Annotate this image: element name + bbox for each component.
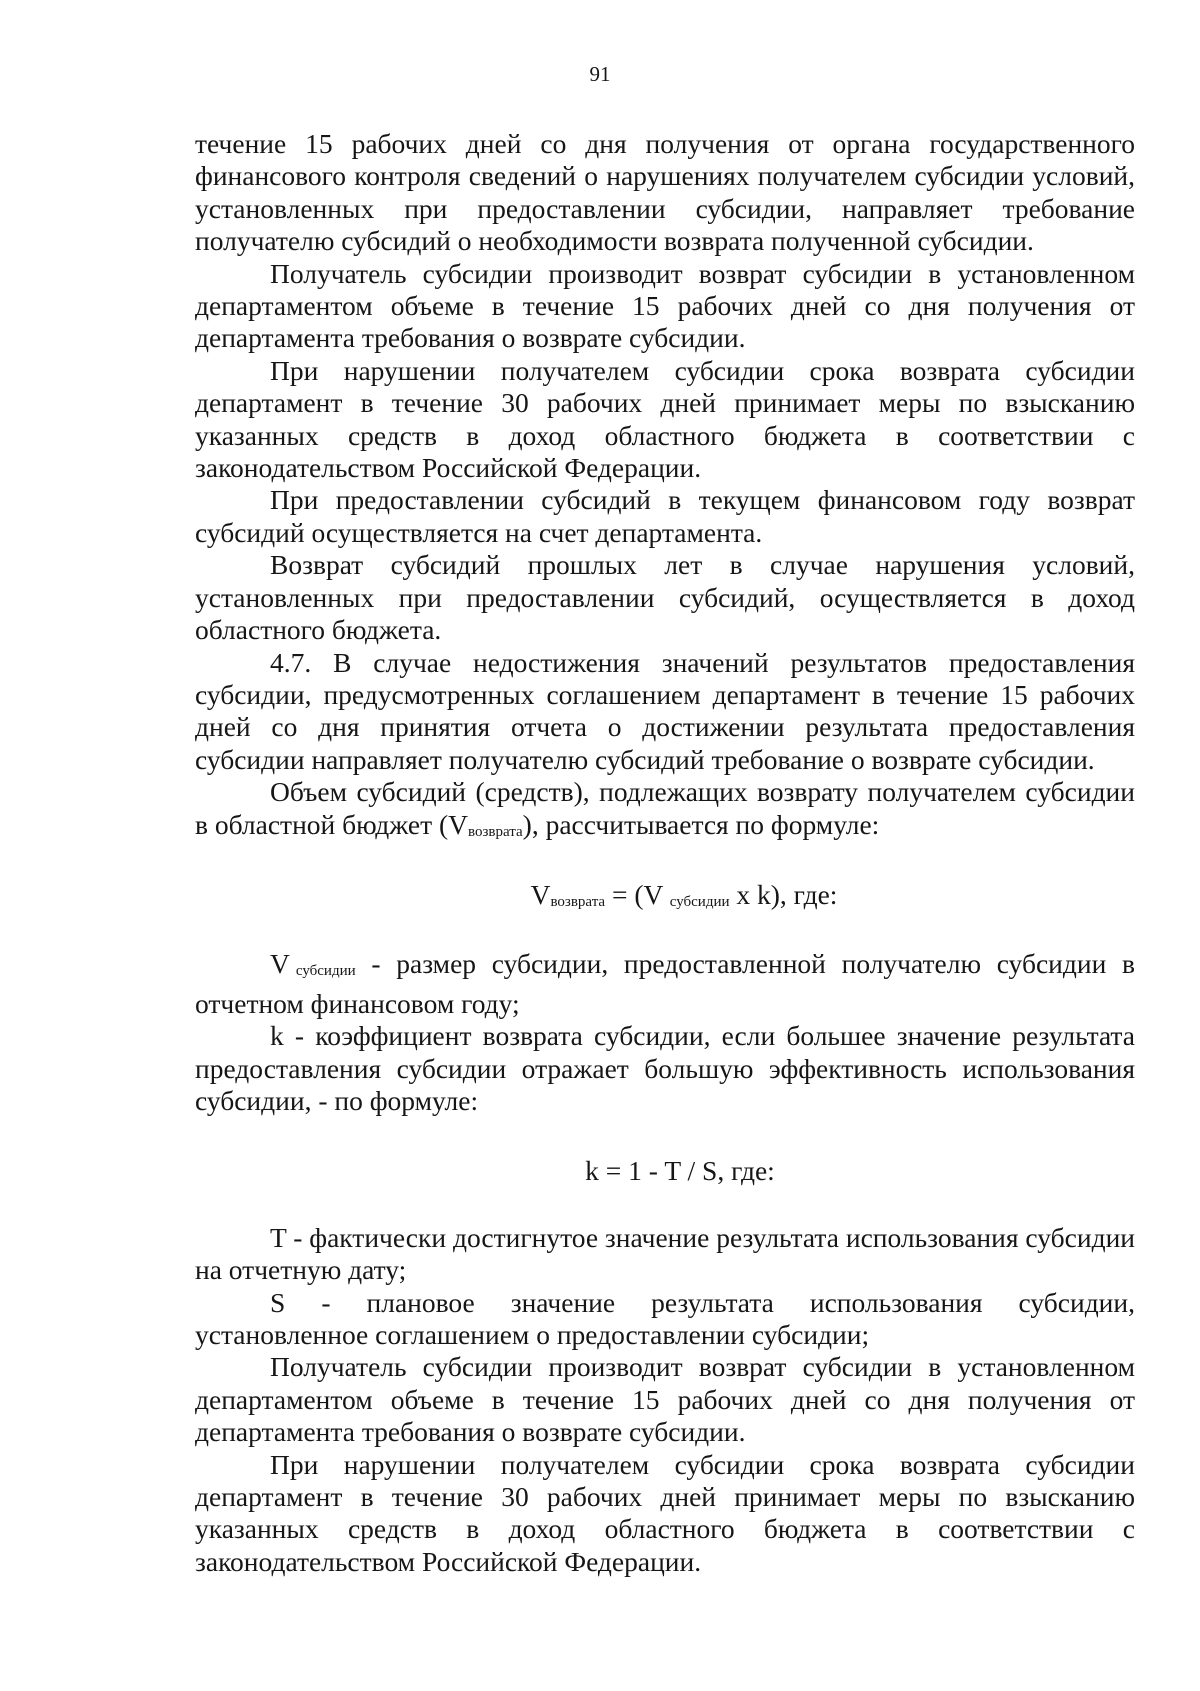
paragraph-past-years-return: Возврат субсидий прошлых лет в случае нарушения условий, установленных при предоставлении субсидий, осуществляется в доход областного бюджета. (195, 549, 1135, 646)
formula-k: k = 1 - T / S, где: (585, 1155, 775, 1187)
paragraph-violation-recovery: При нарушении получателем субсидии срока возврата субсидии департамент в течение 30 рабочих дней принимает меры по взысканию указанных средств в доход областного бюджета в соответствии с законодательством Российской Федерации. (195, 354, 1135, 484)
formula-v-subsidy-subscript: субсидии (669, 893, 730, 910)
definition-t: T - фактически достигнутое значение результата использования субсидии на отчетную дату; (195, 1221, 1135, 1286)
definition-v-symbol: V (270, 948, 290, 980)
paragraph-return-procedure-repeat: Получатель субсидии производит возврат субсидии в установленном департаментом объеме в течение 15 рабочих дней со дня получения от департамента требования о возврате субсидии. (195, 1351, 1135, 1448)
paragraph-return-procedure: Получатель субсидии производит возврат субсидии в установленном департаментом объеме в течение 15 рабочих дней со дня получения от департамента требования о возврате субсидии. (195, 257, 1135, 354)
page-number: 91 (589, 62, 611, 86)
formula-v-middle: = (V (605, 878, 670, 910)
volume-text-after: ), рассчитывается по формуле: (522, 808, 880, 840)
definition-v-subsidy (195, 948, 1135, 1020)
definition-v-text: - размер субсидии, предоставленной получателю субсидии в отчетном финансовом году; (195, 948, 1135, 1019)
formula-v-return (195, 879, 1135, 918)
paragraph-current-year-return: При предоставлении субсидий в текущем финансовом году возврат субсидий осуществляется на счет департамента. (195, 484, 1135, 548)
paragraph-volume-formula-intro (195, 776, 1135, 848)
paragraph-4-7: 4.7. В случае недостижения значений результатов предоставления субсидии, предусмотренных соглашением департамент в течение 15 рабочих дней со дня принятия отчета о достижении результата предоставления субсидии направляет получателю субсидий требование о возврате субсидии. (195, 646, 1135, 775)
volume-text-before: Объем субсидий (средств), подлежащих возврату получателем субсидии в областной бюджет (V (195, 776, 1135, 840)
volume-subscript: возврата (468, 823, 523, 840)
paragraph-continuation: течение 15 рабочих дней со дня получения от органа государственного финансового контроля сведений о нарушениях получателем субсидии условий, установленных при предоставлении субсидии, направляет требование получателю субсидий о необходимости возврата полученной субсидии. (195, 128, 1135, 257)
document-body (195, 128, 1135, 1578)
paragraph-violation-recovery-repeat: При нарушении получателем субсидии срока возврата субсидии департамент в течение 30 рабочих дней принимает меры по взысканию указанных средств в доход областного бюджета в соответствии с законодательством Российской Федерации. (195, 1448, 1135, 1577)
definition-v-subscript: субсидии (295, 963, 356, 980)
formula-v-end: x k), где: (729, 878, 838, 910)
definition-s: S - плановое значение результата использования субсидии, установленное соглашением о предоставлении субсидии; (195, 1286, 1135, 1350)
formula-v-return-subscript: возврата (550, 893, 606, 910)
formula-v-symbol: V (530, 878, 551, 910)
definition-k: k - коэффициент возврата субсидии, если большее значение результата предоставления субсидии отражает большую эффективность использования субсидии, - по формуле: (195, 1020, 1135, 1116)
